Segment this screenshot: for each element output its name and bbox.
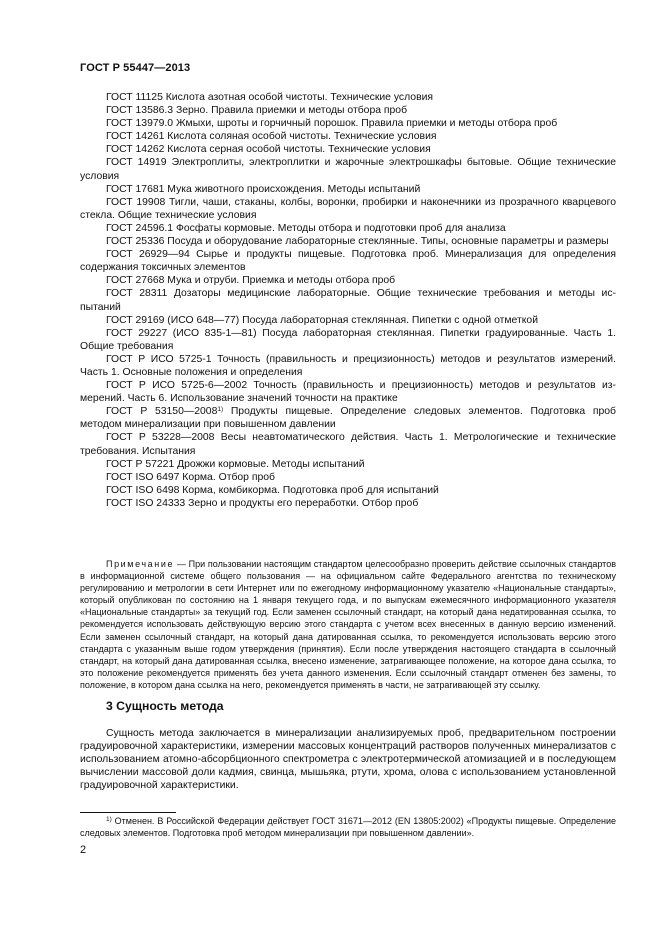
reference-item: ГОСТ 29227 (ИСО 835-1—81) Посуда лабораторная стеклянная. Пипетки градуированные. Часть 1. Общие требования [80, 327, 616, 352]
reference-title: Продукты пищевые. Определение следовых элементов. Подготовка проб методом минерализации при повышенном давлении [80, 406, 616, 431]
document-header: ГОСТ Р 55447—2013 [80, 62, 191, 74]
reference-item: ГОСТ 25336 Посуда и оборудование лабораторные стеклянные. Типы, основные параметры и размеры [106, 236, 609, 248]
reference-item: ГОСТ 13586.3 Зерно. Правила приемки и методы отбора проб [106, 105, 408, 117]
reference-item: ГОСТ Р ИСО 5725-6—2002 Точность (правильность и прецизионность) методов и результатов измерений. Часть 6. Использование значений точности на практике [80, 380, 616, 405]
footnote [80, 815, 616, 839]
footnote-marker: 1) [106, 816, 112, 823]
reference-item: ГОСТ 14261 Кислота соляная особой чистоты. Технические условия [106, 131, 437, 143]
footnote-marker-ref[interactable]: 1) [217, 406, 224, 414]
reference-item: ГОСТ 17681 Мука животного происхождения. Методы испытаний [106, 183, 421, 195]
page-number: 2 [80, 844, 87, 856]
reference-item: ГОСТ 19908 Тигли, чаши, стаканы, колбы, воронки, пробирки и наконечники из прозрачного кварцевого стекла. Общие технические условия [80, 196, 616, 221]
reference-item: ГОСТ ISO 6497 Корма. Отбор проб [106, 471, 275, 483]
reference-item: ГОСТ 28311 Дозаторы медицинские лабораторные. Общие технические требования и методы испытаний [80, 288, 616, 313]
reference-item: ГОСТ 11125 Кислота азотная особой чистоты. Технические условия [106, 92, 434, 103]
reference-item: ГОСТ Р ИСО 5725-1 Точность (правильность и прецизионность) методов и результатов измерений. Часть 1. Основные положения и определения [80, 353, 616, 378]
reference-item: ГОСТ 14919 Электроплиты, электроплитки и жарочные электрошкафы бытовые. Общие технические условия [80, 157, 616, 182]
reference-item: ГОСТ ISO 6498 Корма, комбикорма. Подготовка проб для испытаний [106, 484, 439, 496]
footnote-text: Отменен. В Российской Федерации действует ГОСТ 31671—2012 (EN 13805:2002) «Продукты пищевые. Определение следовых элементов. Подготовка проб методом минерализации при повышенном давлении». [80, 816, 616, 839]
reference-item: ГОСТ Р 53228—2008 Весы неавтоматического действия. Часть 1. Метрологические и технические требования. Испытания [80, 432, 616, 457]
section-heading: 3 Сущность метода [106, 699, 224, 713]
reference-item: ГОСТ ISO 24333 Зерно и продукты его переработки. Отбор проб [106, 497, 419, 509]
reference-code: ГОСТ Р 53150—2008 [106, 406, 218, 418]
reference-item: ГОСТ 26929—94 Сырье и продукты пищевые. Подготовка проб. Минерализация для определения содержания токсичных элементов [80, 249, 616, 274]
reference-item: ГОСТ 13979.0 Жмыхи, шроты и горчичный порошок. Правила приемки и методы отбора проб [106, 118, 558, 130]
note-text: — При пользовании настоящим стандартом целесообразно проверить действие ссылочных стандартов в информационной системе общего пользования — на официальном сайте Федерального агентства по техническому регулированию и метрологии в сети Интернет или по ежегодному информационному указателю «Национальные стандарты», который опубликован по состоянию на 1 января текущего года, и по выпускам ежемесячного информационного указателя «Национальные стандарты» за текущий год. Если заменен ссылочный стандарт, на который дана недатированная ссылка, то рекомендуется использовать действующую версию этого стандарта с учетом всех внесенных в данную версию изменений. Если заменен ссылочный стандарт, на который дана датированная ссылка, то рекомендуется использовать версию этого стандарта с указанным выше годом утверждения (принятия). Если после утверждения настоящего стандарта в ссылочный стандарт, на который дана датированная ссылка, внесено изменение, затрагивающее положение, на которое дана ссылка, то это положение рекомендуется применять без учета данного изменения. Если ссылочный стандарт отменен без замены, то положение, в котором дана ссылка на него, рекомендуется применять в части, не затрагивающей эту ссылку. [80, 559, 616, 690]
normative-references-list [80, 91, 616, 510]
reference-item: ГОСТ 14262 Кислота серная особой чистоты. Технические условия [106, 144, 431, 156]
note-label: Примечание [106, 559, 175, 569]
reference-item-gost-r-53150 [80, 405, 616, 431]
reference-item: ГОСТ 27668 Мука и отруби. Приемка и методы отбора проб [106, 275, 396, 287]
section-body: Сущность метода заключается в минерализации анализируемых проб, предварительном построении градуировочной характеристики, измерении массовых концентраций растворов полученных минерализатов с использованием атомно-абсорбционного спектрометра с электротермической атомизацией и в последующем вычислении массовой доли кадмия, свинца, мышьяка, ртути, хрома, олова с использованием установленной градуировочной характеристики. [80, 728, 616, 792]
footnote-divider [80, 812, 176, 813]
note-paragraph [80, 558, 616, 691]
reference-item: ГОСТ 24596.1 Фосфаты кормовые. Методы отбора и подготовки проб для анализа [106, 222, 506, 234]
reference-item: ГОСТ Р 57221 Дрожжи кормовые. Методы испытаний [106, 458, 365, 470]
reference-item: ГОСТ 29169 (ИСО 648—77) Посуда лабораторная стеклянная. Пипетки с одной отметкой [106, 314, 539, 326]
